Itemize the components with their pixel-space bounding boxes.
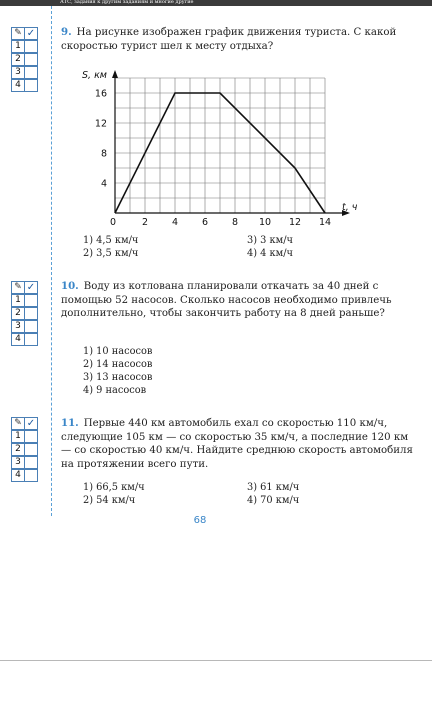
option-1: 1) 10 насосов [83, 346, 153, 357]
check-icon[interactable]: ✓ [25, 417, 38, 430]
option-2: 2) 54 км/ч [83, 495, 136, 506]
question-9 [61, 26, 413, 53]
answer-checkbox[interactable] [25, 307, 38, 320]
option-4: 4) 4 км/ч [247, 248, 294, 259]
x-tick-label: 12 [288, 217, 302, 228]
x-tick-label: 2 [141, 217, 149, 228]
question-11 [61, 417, 413, 471]
question-number: 10. [61, 280, 79, 292]
option-number: 1 [11, 430, 25, 443]
page-number: 68 [193, 515, 207, 526]
y-tick-label: 8 [100, 148, 107, 160]
answer-checkbox[interactable] [25, 320, 38, 333]
check-icon[interactable]: ✓ [25, 27, 38, 40]
x-tick-label: 8 [231, 217, 239, 228]
x-axis-label: t, ч [342, 202, 358, 213]
option-number: 2 [11, 443, 25, 456]
y-tick-label: 16 [94, 88, 107, 100]
margin-divider [51, 6, 52, 516]
answer-checkbox[interactable] [25, 53, 38, 66]
option-number: 2 [11, 307, 25, 320]
option-3: 3) 3 км/ч [247, 235, 294, 246]
answer-checkbox[interactable] [25, 430, 38, 443]
x-tick-label: 6 [201, 217, 209, 228]
option-1: 1) 66,5 км/ч [83, 482, 145, 493]
option-number: 3 [11, 456, 25, 469]
answer-checkbox[interactable] [25, 469, 38, 482]
answer-checkbox[interactable] [25, 66, 38, 79]
option-1: 1) 4,5 км/ч [83, 235, 139, 246]
option-number: 2 [11, 53, 25, 66]
question-text: На рисунке изображен график движения туриста. С какой скоростью турист шел к месту отдыха? [61, 27, 397, 52]
y-axis-label: S, км [82, 70, 107, 81]
answer-boxes-q9 [11, 27, 38, 92]
answer-boxes-q11 [11, 417, 38, 482]
x-tick-label: 10 [258, 217, 272, 228]
option-number: 3 [11, 320, 25, 333]
option-3: 3) 13 насосов [83, 372, 153, 383]
y-tick-label: 4 [100, 178, 107, 190]
option-2: 2) 3,5 км/ч [83, 248, 139, 259]
answer-checkbox[interactable] [25, 79, 38, 92]
question-text: Первые 440 км автомобиль ехал со скоростью 110 км/ч, следующие 105 км — со скоростью 35 км/ч, а последние 120 км — со скоростью 40 км/ч. Найдите среднюю скорость автомобиля на протяжении всего пути. [61, 418, 413, 470]
option-4: 4) 70 км/ч [247, 495, 300, 506]
check-icon[interactable]: ✓ [25, 281, 38, 294]
y-axis-arrow [112, 70, 118, 78]
bottom-divider [0, 660, 432, 661]
option-number: 4 [11, 79, 25, 92]
question-text: Воду из котлована планировали откачать за 40 дней с помощью 52 насосов. Сколько насосов необходимо привлечь дополнительно, чтобы закончить работу на 8 дней раньше? [61, 281, 392, 320]
distance-time-chart [72, 60, 372, 235]
option-2: 2) 14 насосов [83, 359, 153, 370]
option-4: 4) 9 насосов [83, 385, 147, 396]
answer-checkbox[interactable] [25, 294, 38, 307]
pencil-icon: ✎ [11, 417, 25, 430]
option-number: 1 [11, 40, 25, 53]
option-number: 3 [11, 66, 25, 79]
top-text: АТС, задания к другим заданиям и многие другие [60, 0, 194, 5]
question-number: 11. [61, 417, 79, 429]
option-3: 3) 61 км/ч [247, 482, 300, 493]
pencil-icon: ✎ [11, 281, 25, 294]
y-tick-label: 12 [94, 118, 107, 130]
option-number: 1 [11, 294, 25, 307]
option-number: 4 [11, 333, 25, 346]
question-number: 9. [61, 26, 72, 38]
x-tick-label: 14 [318, 217, 332, 228]
option-number: 4 [11, 469, 25, 482]
x-tick-label: 0 [109, 217, 117, 228]
top-bar [0, 0, 432, 6]
answer-checkbox[interactable] [25, 40, 38, 53]
pencil-icon: ✎ [11, 27, 25, 40]
answer-checkbox[interactable] [25, 456, 38, 469]
answer-boxes-q10 [11, 281, 38, 346]
x-tick-label: 4 [171, 217, 179, 228]
answer-checkbox[interactable] [25, 333, 38, 346]
question-10 [61, 280, 413, 321]
answer-checkbox[interactable] [25, 443, 38, 456]
